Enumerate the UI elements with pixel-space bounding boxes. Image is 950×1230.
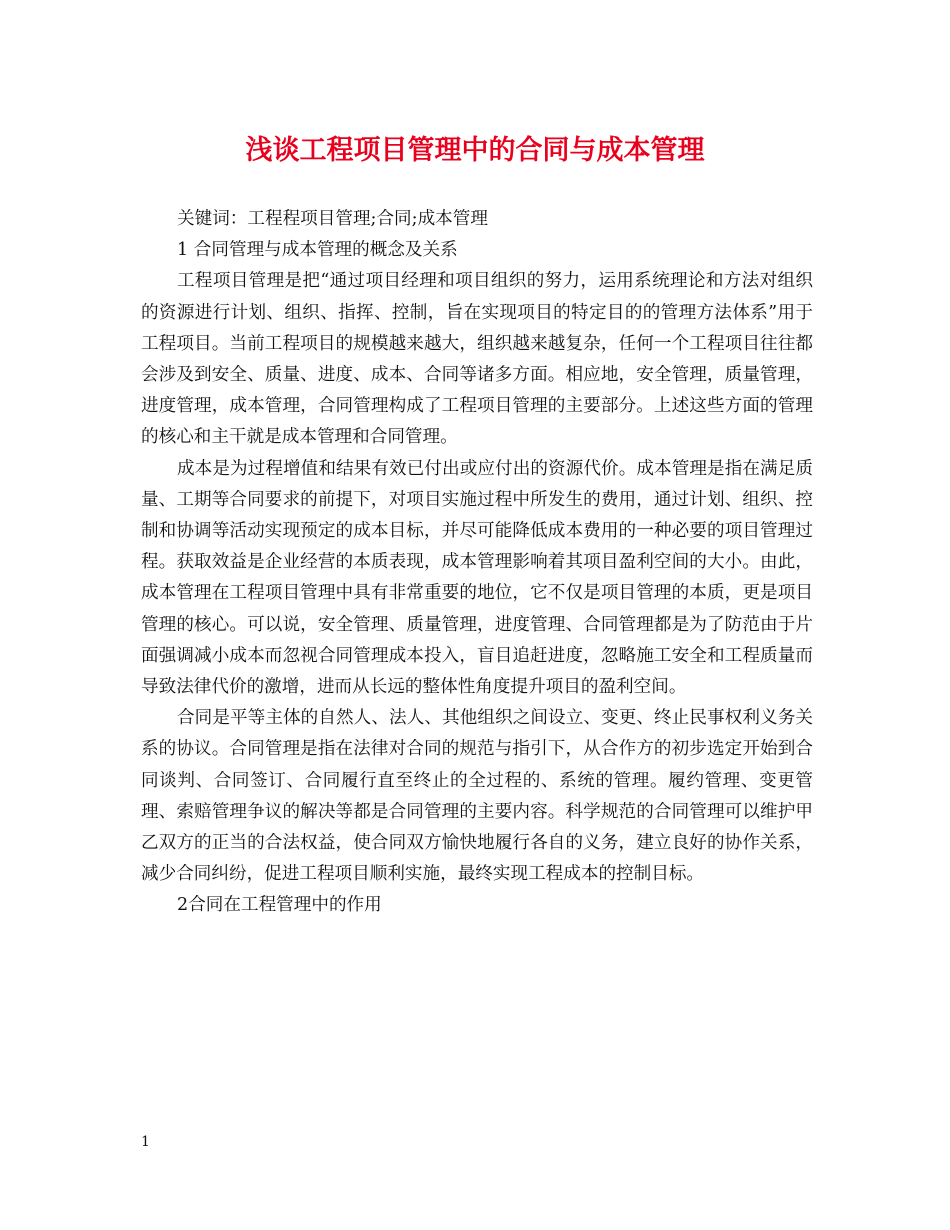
- paragraph-3: 合同是平等主体的自然人、法人、其他组织之间设立、变更、终止民事权利义务关系的协议。合同管理是指在法律对合同的规范与指引下，从合作方的初步选定开始到合同谈判、合同签订、合同履行直至终止的全过程的、系统的管理。履约管理、变更管理、索赔管理争议的解决等都是合同管理的主要内容。科学规范的合同管理可以维护甲乙双方的正当的合法权益，使合同双方愉快地履行各自的义务，建立良好的协作关系，减少合同纠纷，促进工程项目顺利实施，最终实现工程成本的控制目标。: [141, 708, 813, 885]
- section-2-heading: 2合同在工程管理中的作用: [177, 895, 382, 916]
- document-title: 浅谈工程项目管理中的合同与成本管理: [245, 135, 705, 166]
- section-1-heading: 1 合同管理与成本管理的概念及关系: [177, 240, 458, 261]
- paragraph-2: 成本是为过程增值和结果有效已付出或应付出的资源代价。成本管理是指在满足质量、工期等合同要求的前提下，对项目实施过程中所发生的费用，通过计划、组织、控制和协调等活动实现预定的成本目标，并尽可能降低成本费用的一种必要的项目管理过程。获取效益是企业经营的本质表现，成本管理影响着其项目盈利空间的大小。由此，成本管理在工程项目管理中具有非常重要的地位，它不仅是项目管理的本质，更是项目管理的核心。可以说，安全管理、质量管理，进度管理、合同管理都是为了防范由于片面强调减小成本而忽视合同管理成本投入，盲目追赶进度，忽略施工安全和工程质量而导致法律代价的激增，进而从长远的整体性角度提升项目的盈利空间。: [141, 458, 813, 698]
- keywords-line: 关键词：工程程项目管理;合同;成本管理: [177, 209, 488, 229]
- document-body: [141, 204, 813, 922]
- page-number: 1: [141, 1134, 150, 1150]
- paragraph-1: 工程项目管理是把“通过项目经理和项目组织的努力，运用系统理论和方法对组织的资源进行计划、组织、指挥、控制，旨在实现项目的特定目的的管理方法体系”用于工程项目。当前工程项目的规模越来越大，组织越来越复杂，任何一个工程项目往往都会涉及到安全、质量、进度、成本、合同等诸多方面。相应地，安全管理，质量管理，进度管理，成本管理，合同管理构成了工程项目管理的主要部分。上述这些方面的管理的核心和主干就是成本管理和合同管理。: [141, 271, 813, 448]
